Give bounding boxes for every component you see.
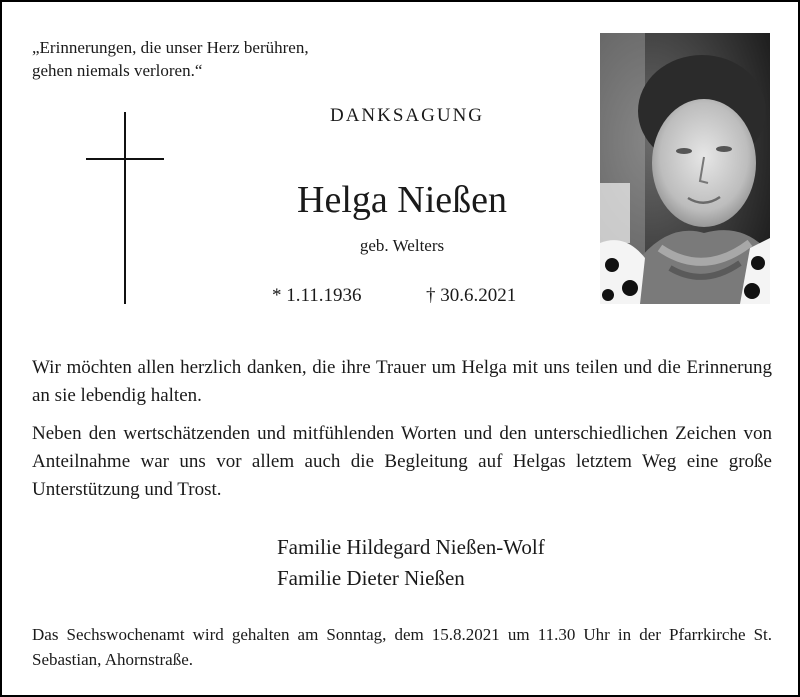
family-signatures bbox=[277, 532, 545, 594]
signature-line: Familie Dieter Nießen bbox=[277, 566, 465, 590]
mass-notice: Das Sechswochenamt wird gehalten am Sonntag, dem 15.8.2021 um 11.30 Uhr in der Pfarrkirche St. Sebastian, Ahornstraße. bbox=[32, 625, 772, 669]
deceased-name: Helga Nießen bbox=[297, 179, 507, 221]
portrait-photo-icon bbox=[600, 33, 770, 304]
portrait-photo bbox=[600, 33, 770, 304]
birth-date: * 1.11.1936 bbox=[272, 285, 362, 306]
cross-icon bbox=[86, 112, 164, 304]
thanks-paragraph: Wir möchten allen herzlich danken, die ihre Trauer um Helga mit uns teilen und die Erinnerung an sie lebendig halten. bbox=[32, 357, 772, 406]
condolence-paragraph: Neben den wertschätzenden und mitfühlenden Worten und den unterschiedlichen Zeichen von Anteilnahme war uns vor allem auch die Begleitung auf Helgas letztem Weg eine große Unterstützung und Trost. bbox=[32, 423, 772, 500]
quote-line-1: „Erinnerungen, die unser Herz berühren, bbox=[32, 38, 309, 57]
quote-line-2: gehen niemals verloren.“ bbox=[32, 61, 203, 80]
epigraph-quote bbox=[32, 36, 309, 82]
signature-line: Familie Hildegard Nießen-Wolf bbox=[277, 535, 545, 559]
birth-name: geb. Welters bbox=[359, 236, 445, 255]
death-date: † 30.6.2021 bbox=[426, 285, 517, 306]
notice-heading: DANKSAGUNG bbox=[329, 105, 485, 126]
